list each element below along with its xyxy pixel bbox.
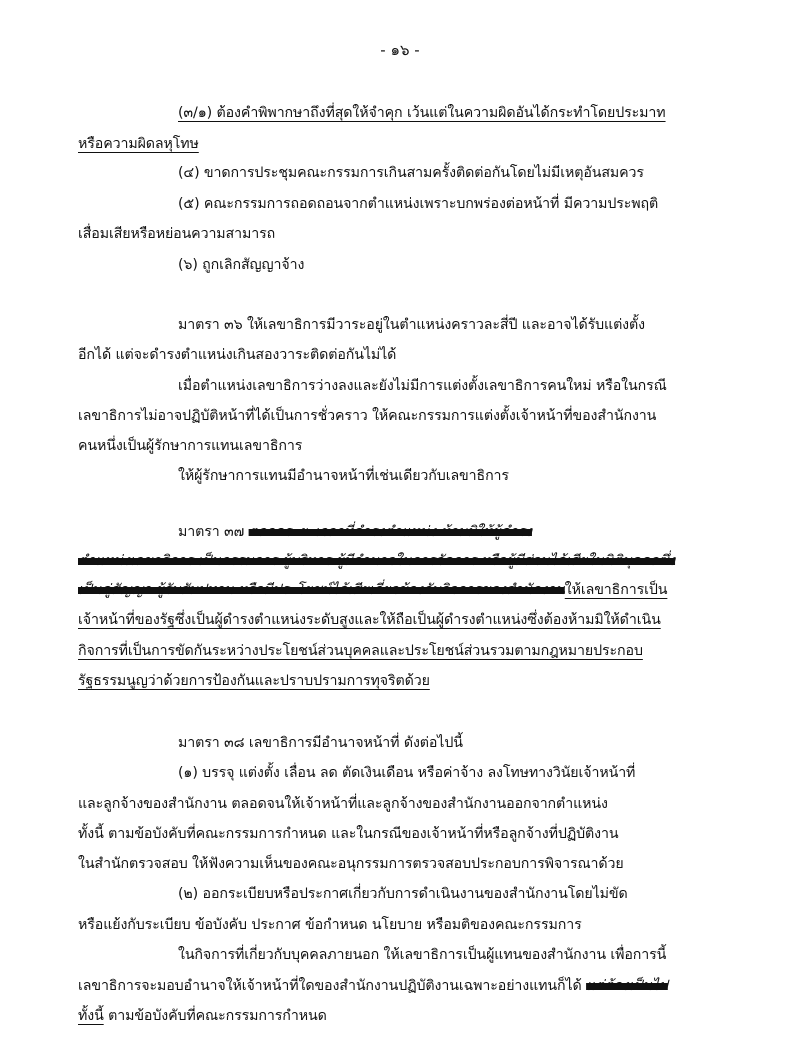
section-36-cont: อีกได้ แต่จะดำรงตำแหน่งเกินสองวาระติดต่อกันไม่ได้ (78, 347, 397, 363)
section-38-item2: (๒) ออกระเบียบหรือประกาศเกี่ยวกับการดำเนินงานของสำนักงานโดยไม่ขัด (178, 886, 628, 902)
item-3-1-cont: หรือความผิดลหุโทษ (78, 136, 199, 152)
section-37-line4: เจ้าหน้าที่ของรัฐซึ่งเป็นผู้ดำรงตำแหน่งระดับสูงและให้ถือเป็นผู้ดำรงตำแหน่งซึ่งต้องห้ามมิให้ดำเนิน (78, 612, 661, 628)
section-38-item1-cont2: ทั้งนี้ ตามข้อบังคับที่คณะกรรมการกำหนด และในกรณีของเจ้าหน้าที่หรือลูกจ้างที่ปฏิบัติงาน (78, 826, 619, 842)
section-38-item1-cont1: และลูกจ้างของสำนักงาน ตลอดจนให้เจ้าหน้าที่และลูกจ้างของสำนักงานออกจากตำแหน่ง (78, 796, 608, 812)
section-37-line1 (178, 522, 532, 542)
section-38-para2-cont2 (78, 1006, 327, 1026)
deleted-text: ตลอดระยะเวลาที่ดำรงตำแหน่ง ห้ามมิให้ผู้ดำรง (248, 524, 532, 540)
section-36-para2-cont2: คนหนึ่งเป็นผู้รักษาการแทนเลขาธิการ (78, 438, 303, 454)
section-37-label: มาตรา ๓๗ (178, 524, 249, 540)
section-36-para3: ให้ผู้รักษาการแทนมีอำนาจหน้าที่เช่นเดียวกับเลขาธิการ (178, 468, 509, 484)
deleted-text: เป็นคู่สัญญา ผู้รับสัมปทาน หรือมีประโยชน์ได้เสียเกี่ยวข้องกับกิจการของสำนักงาน (78, 582, 565, 598)
section-36-text: มาตรา ๓๖ ให้เลขาธิการมีวาระอยู่ในตำแหน่งคราวละสี่ปี และอาจได้รับแต่งตั้ง (178, 317, 645, 333)
section-38-item1: (๑) บรรจุ แต่งตั้ง เลื่อน ลด ตัดเงินเดือน หรือค่าจ้าง ลงโทษทางวินัยเจ้าหน้าที่ (178, 765, 636, 781)
section-38-item2-cont: หรือแย้งกับระเบียบ ข้อบังคับ ประกาศ ข้อกำหนด นโยบาย หรือมติของคณะกรรมการ (78, 917, 582, 933)
section-36-para2: เมื่อตำแหน่งเลขาธิการว่างลงและยังไม่มีการแต่งตั้งเลขาธิการคนใหม่ หรือในกรณี (178, 378, 667, 394)
section-38-text: มาตรา ๓๘ เลขาธิการมีอำนาจหน้าที่ ดังต่อไปนี้ (178, 735, 463, 751)
section-38-para2-cont1 (78, 976, 668, 996)
item-5-cont: เสื่อมเสียหรือหย่อนความสามารถ (78, 226, 276, 242)
section-38-para2: ในกิจการที่เกี่ยวกับบุคคลภายนอก ให้เลขาธิการเป็นผู้แทนของสำนักงาน เพื่อการนี้ (178, 947, 667, 963)
section-37-line3 (78, 580, 667, 600)
section-36-para2-cont1: เลขาธิการไม่อาจปฏิบัติหน้าที่ได้เป็นการชั่วคราว ให้คณะกรรมการแต่งตั้งเจ้าหน้าที่ของสำนักงาน (78, 408, 657, 424)
item-5-text: (๕) คณะกรรมการถอดถอนจากตำแหน่งเพราะบกพร่องต่อหน้าที่ มีความประพฤติ (178, 196, 659, 212)
plain-text: ตามข้อบังคับที่คณะกรรมการกำหนด (103, 1008, 327, 1024)
item-6-text: (๖) ถูกเลิกสัญญาจ้าง (178, 257, 305, 273)
section-37-line2-deleted: ตำแหน่งเลขาธิการ เป็นกรรมการ ผู้บริหาร ผู้มีอำนาจในการจัดการ หรือผู้มีส่วนได้เสียในนิติบุคคลซึ่ง (78, 553, 676, 569)
section-38-item1-cont3: ในสำนักตรวจสอบ ให้ฟังความเห็นของคณะอนุกรรมการตรวจสอบประกอบการพิจารณาด้วย (78, 856, 624, 872)
section-37-line6: รัฐธรรมนูญว่าด้วยการป้องกันและปราบปรามการทุจริตด้วย (78, 673, 430, 689)
item-4-text: (๔) ขาดการประชุมคณะกรรมการเกินสามครั้งติดต่อกันโดยไม่มีเหตุอันสมควร (178, 165, 644, 181)
page-number: - ๑๖ - (380, 41, 420, 59)
deleted-text: แต่ต้องเป็นไป (586, 978, 668, 994)
inserted-text: ให้เลขาธิการเป็น (564, 582, 668, 598)
plain-text: เลขาธิการจะมอบอำนาจให้เจ้าหน้าที่ใดของสำนักงานปฏิบัติงานเฉพาะอย่างแทนก็ได้ (78, 978, 582, 994)
section-37-line5: กิจการที่เป็นการขัดกันระหว่างประโยชน์ส่วนบุคคลและประโยชน์ส่วนรวมตามกฎหมายประกอบ (78, 643, 643, 659)
underlined-word: ทั้งนี้ (78, 1008, 104, 1024)
item-3-1-text: (๓/๑) ต้องคำพิพากษาถึงที่สุดให้จำคุก เว้นแต่ในความผิดอันได้กระทำโดยประมาท (178, 105, 666, 121)
